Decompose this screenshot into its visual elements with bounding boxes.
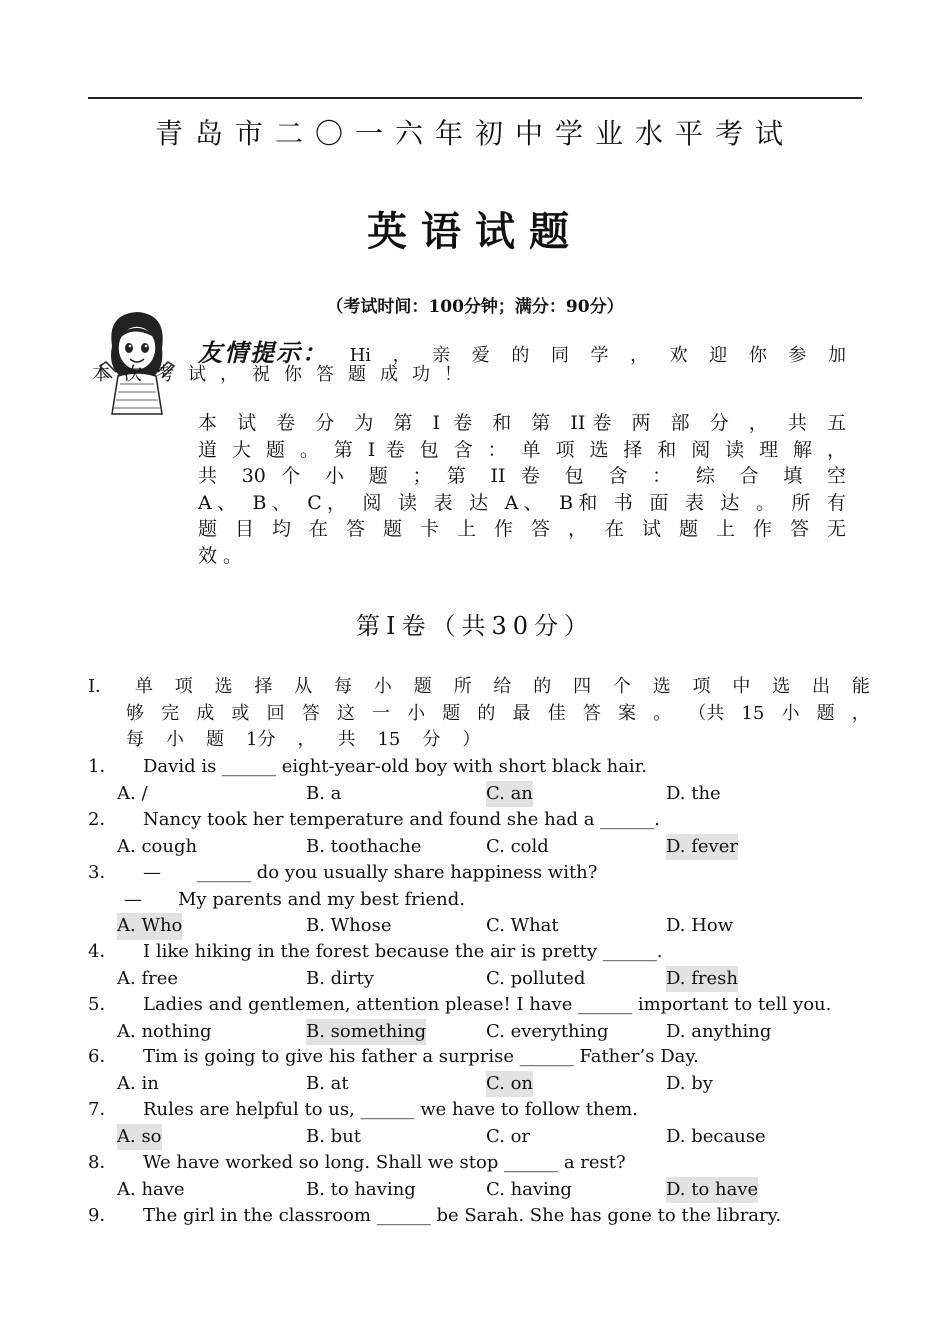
option-d-highlighted[interactable]: D. fever — [666, 834, 738, 861]
option-c[interactable]: C. What — [486, 915, 559, 936]
notice-line: 题 目 均 在 答 题 卡 上 作 答 ， 在 试 题 上 作 答 无 — [198, 518, 846, 540]
option-d[interactable]: D. because — [666, 1125, 766, 1147]
question-1: 1． David is ______ eight-year-old boy with short black hair. A. / B. a C. an D. the — [88, 754, 888, 807]
option-c[interactable]: C. everything — [486, 1020, 609, 1042]
notice-line: A、 B、 C， 阅 读 表 达 A、 B和 书 面 表 达 。 所 有 — [198, 491, 846, 514]
question-stem: We have worked so long. Shall we stop ______ a rest? — [143, 1152, 626, 1173]
option-b[interactable]: B. but — [306, 1125, 362, 1147]
section-instructions — [88, 674, 870, 754]
question-stem: Nancy took her temperature and found she had a ______. — [143, 809, 660, 830]
question-stem: David is ______ eight-year-old boy with short black hair. — [143, 756, 648, 777]
option-d[interactable]: D. anything — [666, 1020, 772, 1042]
question-2: 2． Nancy took her temperature and found she had a ______. A. cough B. toothache C. cold D. fever — [88, 807, 888, 860]
question-reply: — My parents and my best friend. — [124, 888, 466, 910]
option-a[interactable]: A. have — [117, 1178, 185, 1200]
option-b[interactable]: B. at — [306, 1072, 349, 1094]
exam-notice — [198, 410, 846, 569]
exam-info: （考试时间：100分钟；满分：90分） — [326, 297, 624, 317]
question-8: 8． We have worked so long. Shall we stop ______ a rest? A. have B. to having C. having D. to have — [88, 1150, 888, 1203]
option-c[interactable]: C. cold — [486, 835, 549, 857]
question-stem: I like hiking in the forest because the air is pretty ______. — [143, 941, 663, 962]
option-d[interactable]: D. How — [666, 915, 734, 936]
option-d[interactable]: D. by — [666, 1072, 713, 1094]
option-d[interactable]: D. the — [666, 782, 721, 804]
option-c[interactable]: C. having — [486, 1178, 572, 1200]
notice-line: 效 。 — [198, 544, 243, 567]
question-5: 5． Ladies and gentlemen, attention please! I have ______ important to tell you. A. nothing B. something C. everything D. anything — [88, 992, 888, 1045]
option-c-highlighted[interactable]: C. an — [486, 781, 533, 808]
question-stem: — ______ do you usually share happiness with? — [143, 862, 598, 883]
question-9: 9． The girl in the classroom ______ be Sarah. She has gone to the library. — [88, 1205, 782, 1226]
question-7: 7． Rules are helpful to us, ______ we have to follow them. A. so B. but C. or D. because — [88, 1097, 888, 1150]
notice-line: 道 大 题 。 第 I 卷 包 含 ： 单 项 选 择 和 阅 读 理 解 ， — [198, 438, 846, 461]
subject-title: 英语试题 — [367, 208, 583, 255]
question-stem: The girl in the classroom ______ be Sarah. She has gone to the library. — [143, 1205, 782, 1226]
option-a[interactable]: A. nothing — [117, 1020, 212, 1042]
question-stem: Ladies and gentlemen, attention please! I have ______ important to tell you. — [143, 994, 832, 1015]
option-a[interactable]: A. free — [117, 967, 179, 989]
option-a-highlighted[interactable]: A. so — [117, 1124, 162, 1151]
notice-line: 本 试 卷 分 为 第 I 卷 和 第 II卷 两 部 分 ， 共 五 — [198, 412, 846, 434]
option-c[interactable]: C. or — [486, 1125, 531, 1147]
tip-label: 友情提示： — [198, 339, 328, 367]
option-b[interactable]: B. a — [306, 782, 342, 804]
question-6: 6． Tim is going to give his father a surprise ______ Father’s Day. A. in B. at C. on D. by — [88, 1044, 888, 1097]
option-b-highlighted[interactable]: B. something — [306, 1019, 426, 1046]
option-a[interactable]: A. / — [117, 782, 148, 804]
option-a-highlighted[interactable]: A. Who — [117, 913, 182, 940]
option-b[interactable]: B. toothache — [306, 835, 422, 857]
notice-line: 共 30 个 小 题 ； 第 II 卷 包 含 ： 综 合 填 空 — [198, 465, 846, 487]
option-b[interactable]: B. to having — [306, 1178, 416, 1200]
exam-title: 青岛市二〇一六年初中学业水平考试 — [154, 117, 795, 150]
question-3: 3． — ______ do you usually share happiness with? — My parents and my best friend. A. Who B. Whose C. What D. How — [88, 860, 888, 940]
top-rule — [88, 97, 862, 99]
question-4: 4． I like hiking in the forest because the air is pretty ______. A. free B. dirty C. polluted D. fresh — [88, 939, 888, 992]
tip-line-1: 友情提示： Hi ， 亲 爱 的 同 学 ， 欢 迎 你 参 加 — [198, 333, 846, 368]
option-d-highlighted[interactable]: D. to have — [666, 1177, 758, 1204]
option-d-highlighted[interactable]: D. fresh — [666, 966, 738, 993]
section-title: 第I卷（共30分） — [355, 612, 595, 640]
option-b[interactable]: B. dirty — [306, 967, 374, 989]
question-stem: Tim is going to give his father a surprise ______ Father’s Day. — [143, 1046, 699, 1067]
question-stem: Rules are helpful to us, ______ we have to follow them. — [143, 1099, 638, 1120]
tip-line-2: 本次考试，祝你答题成功！ — [92, 364, 476, 385]
instruction-line-3: 每 小 题 1分 ， 共 15 分 ） — [126, 729, 481, 750]
option-c-highlighted[interactable]: C. on — [486, 1071, 533, 1098]
option-c[interactable]: C. polluted — [486, 967, 586, 989]
option-a[interactable]: A. in — [117, 1072, 159, 1094]
option-b[interactable]: B. Whose — [306, 915, 392, 936]
option-a[interactable]: A. cough — [117, 835, 198, 857]
instruction-line-1: I． 单 项 选 择 从 每 小 题 所 给 的 四 个 选 项 中 选 出 能 — [88, 676, 870, 697]
instruction-line-2: 够 完 成 或 回 答 这 一 小 题 的 最 佳 答 案 。 （共 15 小 题 ， — [126, 702, 870, 724]
